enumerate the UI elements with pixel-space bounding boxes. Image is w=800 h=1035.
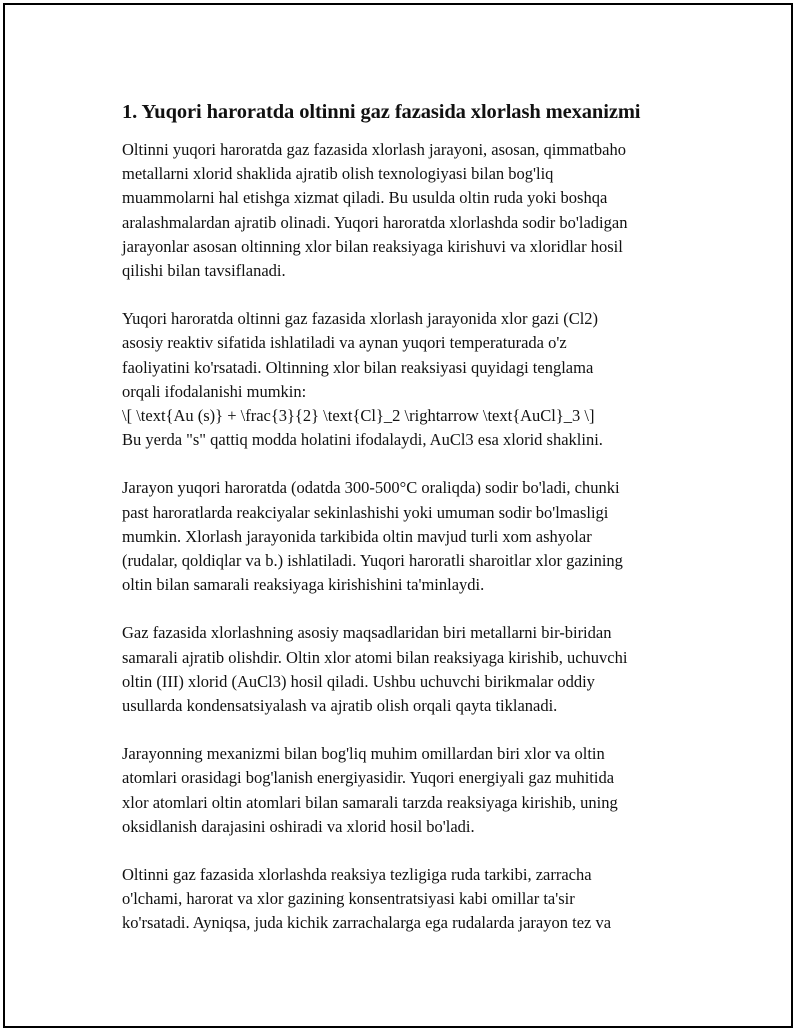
paragraph-5 [122, 742, 702, 839]
text-line: past haroratlarda reakciyalar sekinlashishi yoki umuman sodir bo'lmasligi [122, 502, 609, 522]
document-body [122, 99, 702, 960]
text-line: aralashmalardan ajratib olinadi. Yuqori haroratda xlorlashda sodir bo'ladigan [122, 212, 628, 232]
text-line: asosiy reaktiv sifatida ishlatiladi va aynan yuqori temperaturada o'z [122, 333, 567, 353]
text-line: jarayonlar asosan oltinning xlor bilan reaksiyaga kirishuvi va xloridlar hosil [122, 236, 623, 256]
text-line: (rudalar, qoldiqlar va b.) ishlatiladi. Yuqori haroratli sharoitlar xlor gazining [122, 551, 623, 571]
text-line: atomlari orasidagi bog'lanish energiyasidir. Yuqori energiyali gaz muhitida [122, 768, 615, 788]
text-line: ko'rsatadi. Ayniqsa, juda kichik zarrachalarga ega rudalarda jarayon tez va [122, 913, 612, 933]
text-line: qilishi bilan tavsiflanadi. [122, 261, 286, 281]
text-line: oksidlanish darajasini oshiradi va xlorid hosil bo'ladi. [122, 816, 475, 836]
paragraph-3 [122, 476, 702, 597]
text-line: Jarayon yuqori haroratda (odatda 300-500°C oraliqda) sodir bo'ladi, chunki [122, 478, 620, 498]
text-line: samarali ajratib olishdir. Oltin xlor atomi bilan reaksiyaga kirishib, uchuvchi [122, 647, 628, 667]
latex-equation-line: \[ \text{Au (s)} + \frac{3}{2} \text{Cl}_2 \rightarrow \text{AuCl}_3 \] [122, 406, 595, 426]
text-line: Yuqori haroratda oltinni gaz fazasida xlorlash jarayonida xlor gazi (Cl2) [122, 309, 599, 329]
text-line: metallarni xlorid shaklida ajratib olish texnologiyasi bilan bog'liq [122, 164, 554, 184]
text-line: oltin (III) xlorid (AuCl3) hosil qiladi. Ushbu uchuvchi birikmalar oddiy [122, 671, 595, 691]
text-line: orqali ifodalanishi mumkin: [122, 381, 307, 401]
text-line: Gaz fazasida xlorlashning asosiy maqsadlaridan biri metallarni bir-biridan [122, 623, 612, 643]
text-line: Bu yerda "s" qattiq modda holatini ifodalaydi, AuCl3 esa xlorid shaklini. [122, 430, 603, 450]
paragraph-6 [122, 863, 702, 936]
text-line: xlor atomlari oltin atomlari bilan samarali tarzda reaksiyaga kirishib, uning [122, 792, 618, 812]
page-frame [3, 3, 793, 1028]
text-line: o'lchami, harorat va xlor gazining konsentratsiyasi kabi omillar ta'sir [122, 889, 575, 909]
text-line: Oltinni gaz fazasida xlorlashda reaksiya tezligiga ruda tarkibi, zarracha [122, 865, 592, 885]
paragraph-1 [122, 138, 702, 283]
text-line: faoliyatini ko'rsatadi. Oltinning xlor bilan reaksiyasi quyidagi tenglama [122, 357, 594, 377]
text-line: Jarayonning mexanizmi bilan bog'liq muhim omillardan biri xlor va oltin [122, 744, 605, 764]
paragraph-4 [122, 621, 702, 718]
text-line: mumkin. Xlorlash jarayonida tarkibida oltin mavjud turli xom ashyolar [122, 526, 592, 546]
paragraph-2 [122, 307, 702, 452]
text-line: usullarda kondensatsiyalash va ajratib olish orqali qayta tiklanadi. [122, 696, 558, 716]
text-line: oltin bilan samarali reaksiyaga kirishishini ta'minlaydi. [122, 575, 485, 595]
text-line: Oltinni yuqori haroratda gaz fazasida xlorlash jarayoni, asosan, qimmatbaho [122, 140, 627, 159]
section-title: 1. Yuqori haroratda oltinni gaz fazasida xlorlash mexanizmi [122, 101, 641, 123]
text-line: muammolarni hal etishga xizmat qiladi. Bu usulda oltin ruda yoki boshqa [122, 188, 608, 208]
